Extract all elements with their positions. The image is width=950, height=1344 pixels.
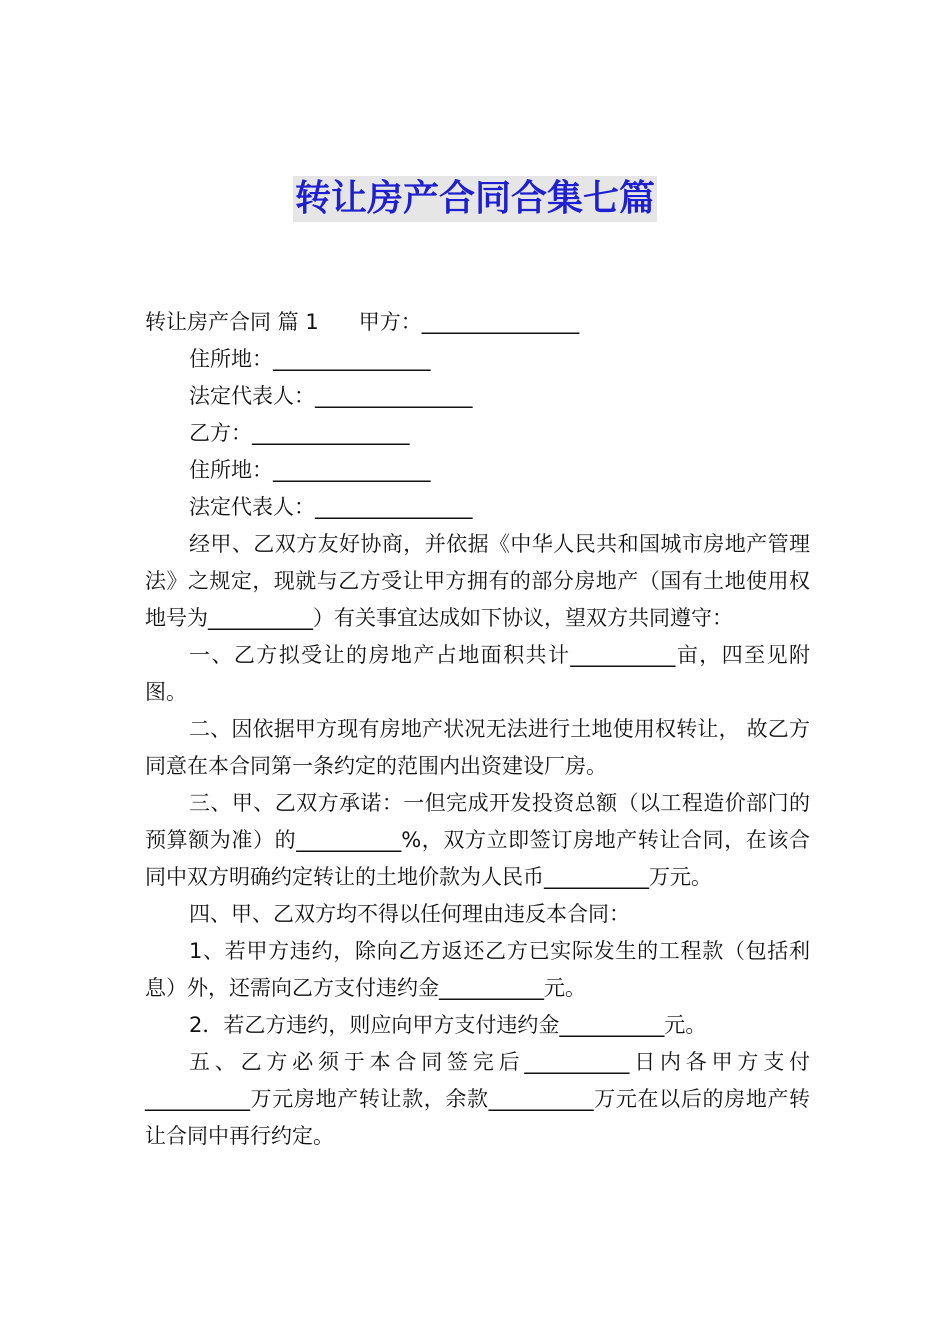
clause-5: 五、乙方必须于本合同签完后__________日内各甲方支付__________万元房地产转让款，余款__________万元在以后的房地产转让合同中再行约定。 <box>145 1050 810 1148</box>
clause-4-item-2: 2．若乙方违约，则应向甲方支付违约金__________元。 <box>189 1013 707 1037</box>
party-b-address: 住所地：_______________ <box>189 458 431 482</box>
preamble-paragraph: 经甲、乙双方友好协商，并依据《中华人民共和国城市房地产管理法》之规定，现就与乙方受让甲方拥有的部分房地产（国有土地使用权地号为__________）有关事宜达成如下协议，望双方共同遵守： <box>145 532 810 630</box>
clause-3: 三、甲、乙双方承诺：一但完成开发投资总额（以工程造价部门的预算额为准）的__________%，双方立即签订房地产转让合同，在该合同中双方明确约定转让的土地价款为人民币__________万元。 <box>145 791 810 889</box>
document-body <box>145 304 810 1155</box>
party-b-line: 乙方：_______________ <box>189 421 410 445</box>
party-a-representative: 法定代表人：_______________ <box>189 384 473 408</box>
party-a-line: 甲方：_______________ <box>358 310 580 334</box>
clause-4: 四、甲、乙双方均不得以任何理由违反本合同： <box>189 902 630 926</box>
section-heading: 转让房产合同 篇 1 <box>145 310 319 334</box>
document-title: 转让房产合同合集七篇 <box>293 176 657 222</box>
title-container <box>0 176 950 222</box>
party-b-representative: 法定代表人：_______________ <box>189 495 473 519</box>
party-a-address: 住所地：_______________ <box>189 347 431 371</box>
clause-2: 二、因依据甲方现有房地产状况无法进行土地使用权转让， 故乙方同意在本合同第一条约定的范围内出资建设厂房。 <box>145 717 810 778</box>
first-line <box>145 304 810 341</box>
clause-4-item-1: 1、若甲方违约，除向乙方返还乙方已实际发生的工程款（包括利息）外，还需向乙方支付违约金__________元。 <box>145 939 810 1000</box>
clause-1: 一、乙方拟受让的房地产占地面积共计__________亩，四至见附图。 <box>145 643 810 704</box>
